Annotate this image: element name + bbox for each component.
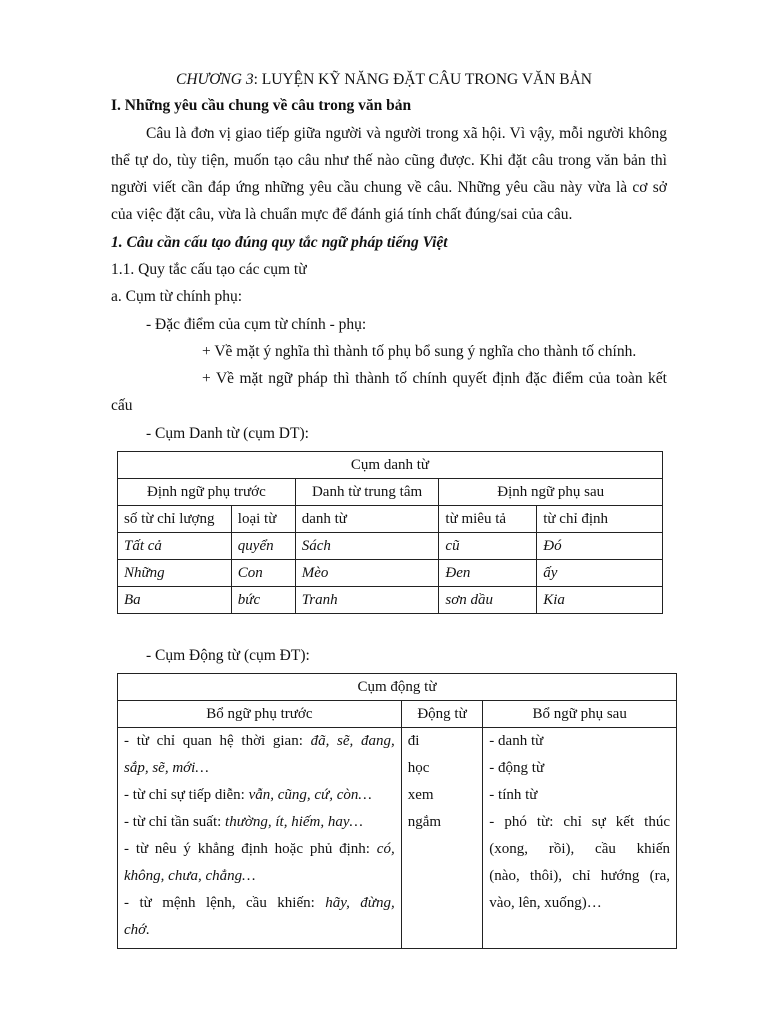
table-cell: quyển <box>231 533 295 560</box>
table-cell: Tất cả <box>118 533 232 560</box>
item-text: - từ chỉ quan hệ thời gian: <box>124 733 311 749</box>
section-heading-2: 1. Câu cần cấu tạo đúng quy tắc ngữ pháp tiếng Việt <box>111 234 448 251</box>
table-cell: bức <box>231 587 295 614</box>
list-item: - danh từ <box>489 733 544 749</box>
subheading-a: a. Cụm từ chính phụ: <box>111 288 243 305</box>
table-title: Cụm động từ <box>118 674 677 701</box>
table-cell: Đen <box>439 560 537 587</box>
bullet-grammar-cont: cấu <box>111 397 133 414</box>
column-header: từ chỉ định <box>537 506 663 533</box>
column-header: danh từ <box>295 506 439 533</box>
chapter-title-prefix: CHƯƠNG 3 <box>176 71 254 88</box>
table-cell: sơn dầu <box>439 587 537 614</box>
table-row <box>118 506 663 533</box>
chapter-title <box>0 70 768 90</box>
group-header: Danh từ trung tâm <box>295 479 439 506</box>
list-item: - phó từ: chỉ sự kết thúc <box>489 814 670 830</box>
item-examples: chớ. <box>124 922 150 938</box>
table-row <box>118 479 663 506</box>
paragraph-line-4: của việc đặt câu, vừa là chuẩn mực để đánh giá tính chất đúng/sai của câu. <box>111 206 573 223</box>
table-row <box>118 452 663 479</box>
table-cell: Những <box>118 560 232 587</box>
verb-item: xem <box>407 787 434 803</box>
verb-item: ngắm <box>407 814 442 830</box>
before-modifiers-cell <box>118 728 402 949</box>
subheading-1-1: 1.1. Quy tắc cấu tạo các cụm từ <box>111 261 307 278</box>
characteristics-line: - Đặc điểm của cụm từ chính - phụ: <box>146 316 367 333</box>
item-examples: có, <box>376 841 395 857</box>
verbs-cell <box>401 728 483 949</box>
item-text: - từ chỉ tần suất: <box>124 814 226 830</box>
list-item <box>124 890 395 917</box>
column-header: số từ chỉ lượng <box>118 506 232 533</box>
paragraph-line-2: thể tự do, tùy tiện, muốn tạo câu như thế nào cũng được. Khi đặt câu trong văn bản thì <box>111 152 667 169</box>
list-item <box>124 782 395 809</box>
paragraph-line-1: Câu là đơn vị giao tiếp giữa người và người trong xã hội. Vì vậy, mỗi người không <box>146 125 667 142</box>
table-cell: Sách <box>295 533 439 560</box>
table-row <box>118 560 663 587</box>
list-item: (xong, rồi), cầu khiến <box>489 841 670 857</box>
item-text: - từ mệnh lệnh, cầu khiến: <box>124 895 326 911</box>
item-examples: không, chưa, chẳng… <box>124 868 256 884</box>
bullet-meaning: + Về mặt ý nghĩa thì thành tố phụ bổ sung ý nghĩa cho thành tố chính. <box>202 343 637 360</box>
paragraph-line-3: người viết cần đáp ứng những yêu cầu chung về câu. Những yêu cầu này vừa là cơ sở <box>111 179 667 196</box>
list-item: - động từ <box>489 760 545 776</box>
table-title: Cụm danh từ <box>118 452 663 479</box>
table-cell: Kia <box>537 587 663 614</box>
verb-phrase-table <box>117 673 677 949</box>
column-header: Bổ ngữ phụ trước <box>118 701 402 728</box>
column-header: Bổ ngữ phụ sau <box>483 701 677 728</box>
table-cell: Tranh <box>295 587 439 614</box>
item-examples: vẫn, cũng, cứ, còn… <box>248 787 372 803</box>
chapter-title-text: : LUYỆN KỸ NĂNG ĐẶT CÂU TRONG VĂN BẢN <box>253 71 592 88</box>
list-item <box>124 728 395 755</box>
noun-phrase-table <box>117 451 663 614</box>
table-cell: cũ <box>439 533 537 560</box>
table-row <box>118 587 663 614</box>
column-header: từ miêu tả <box>439 506 537 533</box>
group-header: Định ngữ phụ sau <box>439 479 663 506</box>
list-item: vào, lên, xuống)… <box>489 895 602 911</box>
table-row <box>118 728 677 949</box>
table-row <box>118 701 677 728</box>
list-item <box>124 917 395 944</box>
table-cell: Đó <box>537 533 663 560</box>
list-item: - tính từ <box>489 787 538 803</box>
column-header: Động từ <box>401 701 483 728</box>
verb-item: đi <box>407 733 420 749</box>
verb-phrase-label: - Cụm Động từ (cụm ĐT): <box>146 647 310 664</box>
list-item <box>124 863 395 890</box>
list-item <box>124 755 395 782</box>
table-cell: Mèo <box>295 560 439 587</box>
table-cell: Ba <box>118 587 232 614</box>
column-header: loại từ <box>231 506 295 533</box>
list-item <box>124 836 395 863</box>
item-examples: hãy, đừng, <box>325 895 395 911</box>
section-heading-1: I. Những yêu cầu chung về câu trong văn bản <box>111 97 412 114</box>
item-text: - từ nêu ý khẳng định hoặc phủ định: <box>124 841 377 857</box>
item-examples: sắp, sẽ, mới… <box>124 760 209 776</box>
after-modifiers-cell <box>483 728 677 949</box>
noun-phrase-label: - Cụm Danh từ (cụm DT): <box>146 425 309 442</box>
table-row <box>118 674 677 701</box>
item-examples: thường, ít, hiếm, hay… <box>225 814 363 830</box>
table-row <box>118 533 663 560</box>
bullet-grammar: + Về mặt ngữ pháp thì thành tố chính quyết định đặc điểm của toàn kết <box>202 370 667 387</box>
verb-item: học <box>407 760 430 776</box>
item-examples: đã, sẽ, đang, <box>310 733 395 749</box>
item-text: - từ chỉ sự tiếp diễn: <box>124 787 249 803</box>
table-cell: ấy <box>537 560 663 587</box>
table-cell: Con <box>231 560 295 587</box>
list-item: (nào, thôi), chỉ hướng (ra, <box>489 868 670 884</box>
group-header: Định ngữ phụ trước <box>118 479 296 506</box>
list-item <box>124 809 395 836</box>
